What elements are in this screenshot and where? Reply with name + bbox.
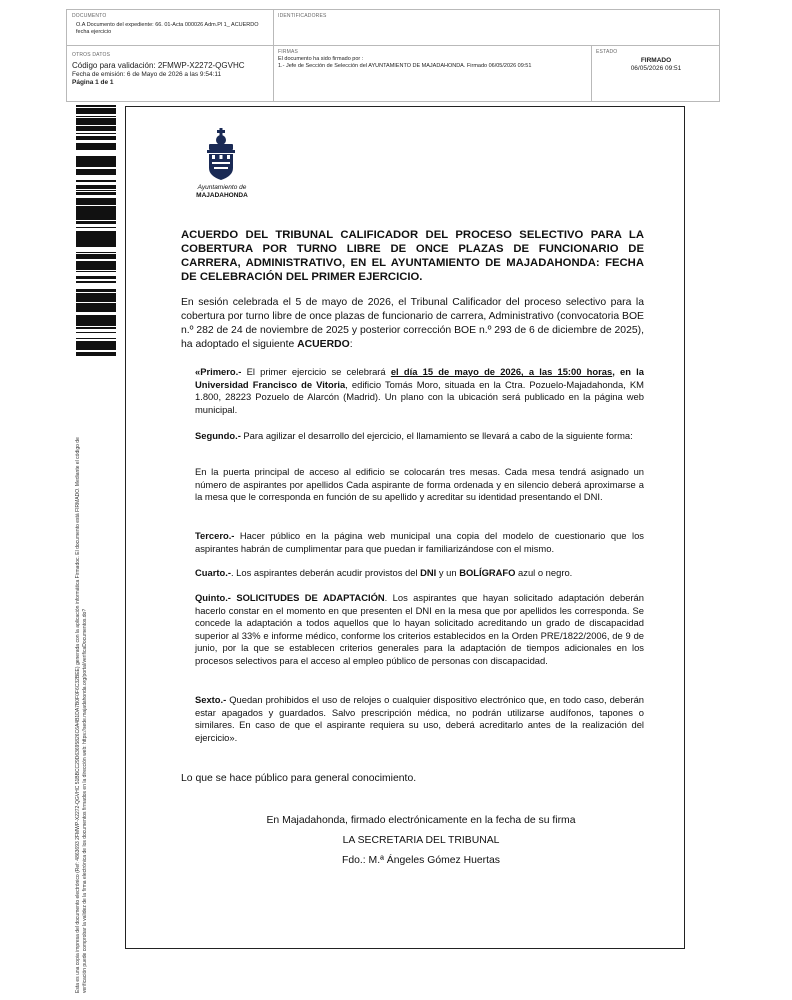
intro-end: : — [349, 339, 353, 350]
cuarto-text-c: azul o negro. — [515, 567, 573, 578]
barcode — [76, 104, 116, 356]
logo-line-2: MAJADAHONDA — [196, 192, 248, 199]
segundo-paragraph — [195, 430, 644, 443]
quinto-paragraph — [195, 592, 644, 668]
mesas-paragraph: En la puerta principal de acceso al edificio se colocarán tres mesas. Cada mesa tendrá asignado un número de aspirantes por apellidos Cada aspirante de forma ordenada y en silencio deberá aproximarse a la mesa que le corresponda en función de su apellido y acreditar su identidad presentando el DNI. — [195, 466, 644, 503]
estado-date: 06/05/2026 09:51 — [630, 65, 682, 72]
primero-paragraph — [195, 366, 644, 416]
primero-text-a: El primer ejercicio se celebrará — [241, 366, 391, 377]
header-col-divider-2 — [591, 45, 592, 102]
cuarto-boligrafo: BOLÍGRAFO — [459, 567, 516, 578]
estado-value: FIRMADO — [640, 57, 672, 64]
header-col-divider-1 — [273, 9, 274, 102]
sexto-text: Quedan prohibidos el uso de relojes o cualquier dispositivo electrónico que, en todo caso, deberán estar apagados y guardados. Salvo prescripción médica, no podrán utilizarse audífonos, tapones o similares. En caso de que el aspirante requiera su uso, deberá acreditarlo antes de la realización del ejercicio». — [195, 694, 644, 743]
pagina-numero: Página 1 de 1 — [72, 79, 114, 86]
primero-text-c: , edificio Tomás Moro, situada en la Ctra. Pozuelo-Majadahonda, KM 1.800, 28223 Pozuelo de Alarcón (Madrid). Un plano con la ubicación será publicado en la página web municipal. — [195, 378, 644, 415]
header-divider — [66, 45, 720, 46]
firmas-text-1: El documento ha sido firmado por : — [278, 56, 364, 62]
cuarto-paragraph — [195, 567, 644, 580]
signature-line-3: Fdo.: M.ª Ángeles Gómez Huertas — [341, 855, 501, 866]
cuarto-lead: Cuarto.- — [195, 567, 231, 578]
fecha-emision: Fecha de emisión: 6 de Mayo de 2026 a las 9:54:11 — [72, 71, 222, 78]
segundo-text: Para agilizar el desarrollo del ejercicio, el llamamiento se llevará a cabo de la siguiente forma: — [240, 430, 633, 441]
cuarto-text-b: y un — [436, 567, 460, 578]
signature-line-2: LA SECRETARIA DEL TRIBUNAL — [342, 835, 500, 846]
primero-lead: «Primero.- — [195, 366, 242, 377]
documento-text-2: fecha ejercicio — [76, 29, 112, 35]
side-verification-text — [75, 333, 105, 993]
documento-label: DOCUMENTO — [72, 13, 107, 19]
sexto-paragraph — [195, 694, 644, 744]
tercero-text: Hacer público en la página web municipal una copia del modelo de cuestionario que los aspirantes habrán de cumplimentar para que puedan ir familiarizándose con el mismo. — [195, 530, 644, 554]
firmas-text-2: 1.- Jefe de Sección de Selección del AYUNTAMIENTO DE MAJADAHONDA. Firmado 06/05/2026 09:51 — [278, 63, 532, 69]
intro-acuerdo: ACUERDO — [297, 339, 350, 350]
signature-line-1: En Majadahonda, firmado electrónicamente en la fecha de su firma — [266, 815, 576, 826]
otros-datos-label: OTROS DATOS — [72, 52, 111, 58]
primero-date: el día 15 de mayo de 2026, a las 15:00 horas — [390, 366, 613, 377]
logo-line-1: Ayuntamiento de — [197, 184, 247, 191]
segundo-lead: Segundo.- — [195, 430, 241, 441]
sexto-lead: Sexto.- — [195, 694, 227, 705]
intro-paragraph — [181, 296, 644, 352]
intro-text: En sesión celebrada el 5 de mayo de 2026, el Tribunal Calificador del proceso selectivo para la cobertura por turno libre de once plazas de funcionario de carrera, Administrativo (convocatoria BOE n.º 282 de 24 de noviembre de 2025 y posterior corrección BOE n.º 293 de 6 de diciembre de 2025), ha adoptado el siguiente — [181, 297, 644, 350]
quinto-lead: Quinto.- SOLICITUDES DE ADAPTACIÓN — [195, 592, 385, 603]
side-text-line-2: verificación puede comprobar la validez de la firma electrónica de los documentos firmados en la dirección web: https://sede.majadahonda.org/portal/verificaDocumentos.do? — [82, 608, 88, 993]
logo-text — [186, 184, 258, 200]
cuarto-text-a: . Los aspirantes deberán acudir provistos del — [230, 567, 421, 578]
identificadores-label: IDENTIFICADORES — [278, 13, 327, 19]
estado-label: ESTADO — [596, 49, 618, 55]
primero-place: , en la Universidad Francisco de Vitoria — [195, 366, 644, 390]
side-text-line-1: Esta es una copia impresa del documento electrónico (Ref: 4863693 2FMWP-X2272-QGVHC 51BBCC29D63695826C6A4B1DA7B0F0F6C32BEE) generada con la aplicación informática Firmadoc. El documento está FIRMADO. Mediante el código de — [75, 437, 81, 993]
firmas-label: FIRMAS — [278, 49, 299, 55]
codigo-validacion: Código para validación: 2FMWP-X2272-QGVHC — [72, 61, 245, 70]
tercero-lead: Tercero.- — [195, 530, 235, 541]
document-title: ACUERDO DEL TRIBUNAL CALIFICADOR DEL PROCESO SELECTIVO PARA LA COBERTURA POR TURNO LIBRE DE ONCE PLAZAS DE FUNCIONARIO DE CARRERA, ADMINISTRATIVO, EN EL AYUNTAMIENTO DE MAJADAHONDA: FECHA DE CELEBRACIÓN DEL PRIMER EJERCICIO. — [181, 229, 644, 283]
closing-paragraph: Lo que se hace público para general conocimiento. — [181, 773, 417, 784]
tercero-paragraph — [195, 530, 644, 555]
quinto-text: . Los aspirantes que hayan solicitado adaptación deberán hacerlo constar en el momento en que presenten el DNI en la mesa que por apellidos les corresponda. Se concede la adaptación a todos aquellos que lo hayan solicitado acreditando un grado de discapacidad superior al 33% e informe médico, conforme los criterios establecidos en la Orden PRE/1822/2006, de 9 de junio, por la que se establecen criterios generales para la adaptación de tiempos adicionales en los procesos selectivos para el acceso al empleo público de personas con discapacidad. — [195, 592, 644, 666]
documento-text-1: O.A Documento del expediente: 66. 01-Acta 000026 Adm.Pl 1_ ACUERDO — [76, 22, 259, 28]
cuarto-dni: DNI — [420, 567, 437, 578]
